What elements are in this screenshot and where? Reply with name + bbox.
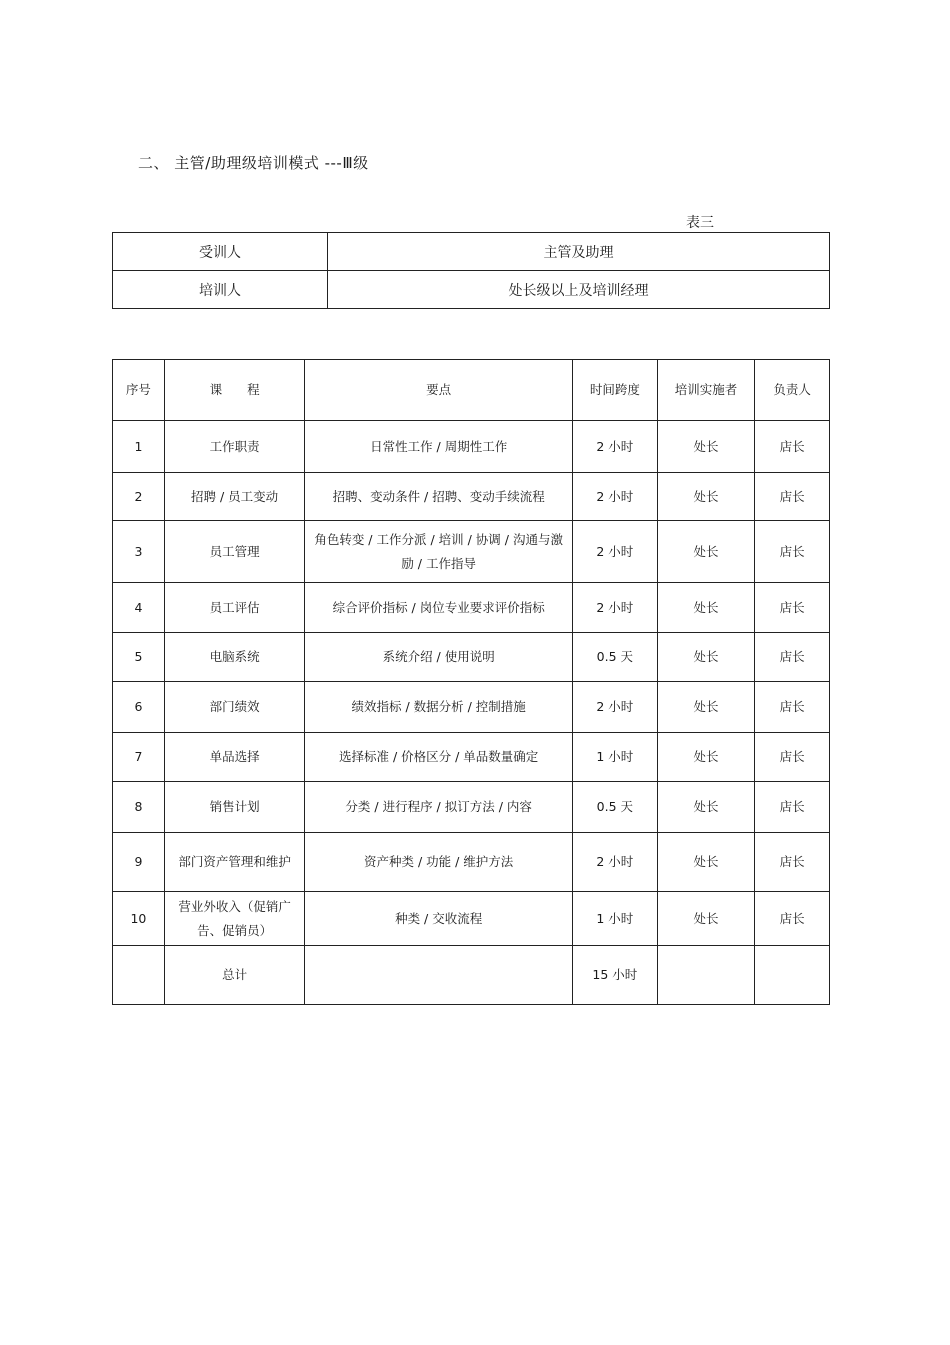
row-number: 8 (113, 782, 165, 833)
course-points: 招聘、变动条件 / 招聘、变动手续流程 (305, 473, 573, 521)
owner: 店长 (755, 583, 830, 633)
row-number: 6 (113, 682, 165, 733)
course-name: 员工管理 (164, 521, 304, 583)
table-row (113, 473, 830, 521)
time-span: 2 小时 (573, 682, 658, 733)
table-row (113, 892, 830, 946)
course-points: 绩效指标 / 数据分析 / 控制措施 (305, 682, 573, 733)
implementer: 处长 (657, 473, 755, 521)
implementer: 处长 (657, 633, 755, 682)
course-points: 选择标准 / 价格区分 / 单品数量确定 (305, 733, 573, 782)
table-label: 表三 (686, 215, 714, 231)
table-row (113, 633, 830, 682)
total-no-cell (113, 946, 165, 1005)
course-points: 角色转变 / 工作分派 / 培训 / 协调 / 沟通与激励 / 工作指导 (305, 521, 573, 583)
row-number: 3 (113, 521, 165, 583)
info-label: 培训人 (113, 271, 328, 309)
info-label: 受训人 (113, 233, 328, 271)
owner: 店长 (755, 421, 830, 473)
time-span: 2 小时 (573, 583, 658, 633)
time-span: 2 小时 (573, 473, 658, 521)
implementer: 处长 (657, 892, 755, 946)
course-name: 部门绩效 (164, 682, 304, 733)
owner: 店长 (755, 782, 830, 833)
header-cell: 时间跨度 (573, 360, 658, 421)
time-span: 1 小时 (573, 892, 658, 946)
implementer: 处长 (657, 521, 755, 583)
info-row (113, 271, 830, 309)
course-points: 分类 / 进行程序 / 拟订方法 / 内容 (305, 782, 573, 833)
total-row (113, 946, 830, 1005)
implementer: 处长 (657, 782, 755, 833)
course-rows (113, 421, 830, 946)
total-label: 总计 (164, 946, 304, 1005)
implementer: 处长 (657, 833, 755, 892)
owner: 店长 (755, 833, 830, 892)
table-row (113, 583, 830, 633)
header-cell: 课 程 (164, 360, 304, 421)
row-number: 4 (113, 583, 165, 633)
course-points: 种类 / 交收流程 (305, 892, 573, 946)
table-row (113, 521, 830, 583)
header-cell: 培训实施者 (657, 360, 755, 421)
course-name: 单品选择 (164, 733, 304, 782)
owner: 店长 (755, 521, 830, 583)
info-row (113, 233, 830, 271)
trainee-info-table (112, 232, 830, 309)
table-row (113, 833, 830, 892)
implementer: 处长 (657, 583, 755, 633)
owner: 店长 (755, 682, 830, 733)
owner: 店长 (755, 892, 830, 946)
time-span: 2 小时 (573, 421, 658, 473)
total-implementer-cell (657, 946, 755, 1005)
total-time: 15 小时 (573, 946, 658, 1005)
total-owner-cell (755, 946, 830, 1005)
course-points: 系统介绍 / 使用说明 (305, 633, 573, 682)
row-number: 9 (113, 833, 165, 892)
section-heading: 二、 主管/助理级培训模式 ---Ⅲ级 (138, 154, 369, 172)
course-points: 资产种类 / 功能 / 维护方法 (305, 833, 573, 892)
course-name: 员工评估 (164, 583, 304, 633)
course-table (112, 359, 830, 1005)
time-span: 2 小时 (573, 521, 658, 583)
table-header-row (113, 360, 830, 421)
implementer: 处长 (657, 421, 755, 473)
course-name: 销售计划 (164, 782, 304, 833)
time-span: 1 小时 (573, 733, 658, 782)
time-span: 0.5 天 (573, 633, 658, 682)
time-span: 2 小时 (573, 833, 658, 892)
course-name: 工作职责 (164, 421, 304, 473)
table-row (113, 782, 830, 833)
row-number: 10 (113, 892, 165, 946)
owner: 店长 (755, 633, 830, 682)
course-name: 部门资产管理和维护 (164, 833, 304, 892)
implementer: 处长 (657, 733, 755, 782)
course-name: 电脑系统 (164, 633, 304, 682)
course-points: 综合评价指标 / 岗位专业要求评价指标 (305, 583, 573, 633)
info-value: 主管及助理 (328, 233, 830, 271)
owner: 店长 (755, 473, 830, 521)
row-number: 7 (113, 733, 165, 782)
header-cell: 序号 (113, 360, 165, 421)
owner: 店长 (755, 733, 830, 782)
implementer: 处长 (657, 682, 755, 733)
row-number: 1 (113, 421, 165, 473)
row-number: 2 (113, 473, 165, 521)
time-span: 0.5 天 (573, 782, 658, 833)
header-cell: 负责人 (755, 360, 830, 421)
table-row (113, 421, 830, 473)
table-row (113, 733, 830, 782)
table-row (113, 682, 830, 733)
course-name: 营业外收入（促销广告、促销员） (164, 892, 304, 946)
total-points-cell (305, 946, 573, 1005)
row-number: 5 (113, 633, 165, 682)
course-name: 招聘 / 员工变动 (164, 473, 304, 521)
course-points: 日常性工作 / 周期性工作 (305, 421, 573, 473)
header-cell: 要点 (305, 360, 573, 421)
info-value: 处长级以上及培训经理 (328, 271, 830, 309)
